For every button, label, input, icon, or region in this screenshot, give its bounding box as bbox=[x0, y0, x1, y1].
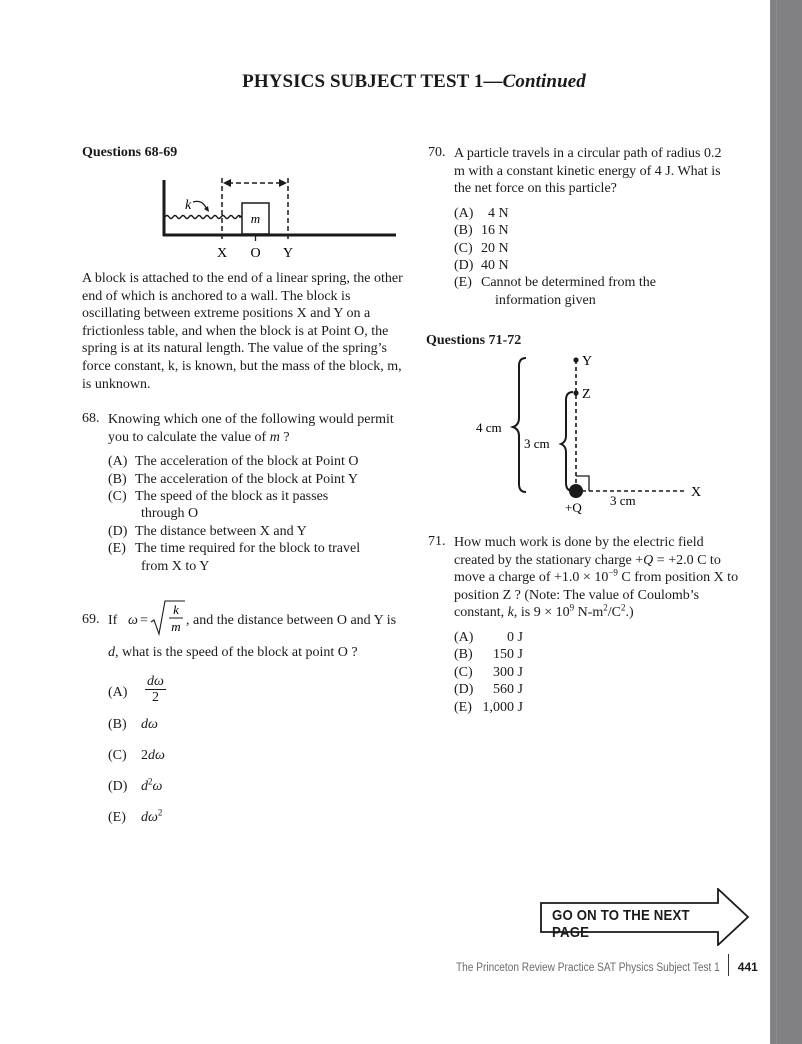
question-69 bbox=[82, 600, 412, 840]
choice-d[interactable]: (D) 560 J bbox=[454, 682, 523, 698]
spring-block-figure bbox=[160, 176, 400, 262]
question-stem: Knowing which one of the following would permit you to calculate the value of m ? bbox=[108, 412, 394, 445]
choice-b[interactable]: (B) dω bbox=[108, 716, 158, 732]
distance-4cm: 4 cm bbox=[476, 420, 502, 435]
block-mass-label: m bbox=[250, 211, 261, 226]
question-70 bbox=[428, 145, 728, 309]
choice-e[interactable]: (E) $d\omega^2$ bbox=[108, 806, 163, 825]
choice-c[interactable]: (C) 20 N bbox=[454, 240, 509, 256]
footer-book-title: The Princeton Review Practice SAT Physics Subject Test 1 bbox=[455, 962, 720, 975]
question-number: 68. bbox=[82, 411, 100, 426]
choice-a[interactable]: (A) The acceleration of the block at Point O bbox=[108, 454, 359, 470]
question-number: 71. bbox=[428, 534, 446, 549]
page-title: PHYSICS SUBJECT TEST 1—Continued bbox=[242, 71, 586, 92]
square-root-formula bbox=[150, 600, 186, 636]
choice-a[interactable]: (A) 0 J bbox=[454, 629, 523, 645]
answer-choices bbox=[82, 674, 412, 840]
group-heading-68-69: Questions 68-69 bbox=[82, 145, 178, 160]
page-edge-tab bbox=[770, 0, 802, 1044]
point-charge-figure bbox=[472, 352, 712, 520]
answer-choices bbox=[428, 205, 728, 309]
question-stem-line-2: d, what is the speed of the block at point O ? bbox=[108, 645, 358, 660]
choice-b[interactable]: (B) 16 N bbox=[454, 223, 509, 239]
passage-68-69: A block is attached to the end of a linear spring, the other end of which is anchored to a wall. The block is oscillating between extreme positions X and Y on a frictionless table, and when the block is at Point O, the spring is at its natural length. The value of the spring’s force constant, k, is known, but the mass of the block, m, is unknown. bbox=[82, 271, 403, 392]
distance-3cm-vertical: 3 cm bbox=[524, 436, 550, 451]
group-heading-71-72: Questions 71-72 bbox=[426, 333, 522, 348]
choice-b[interactable]: (B) 150 J bbox=[454, 647, 523, 663]
choice-e[interactable]: (E) The time required for the block to travel from X to Y bbox=[108, 541, 361, 574]
position-y-label: Y bbox=[282, 246, 294, 261]
question-71 bbox=[428, 534, 748, 716]
choice-d[interactable]: (D) 40 N bbox=[454, 258, 509, 273]
question-number: 70. bbox=[428, 145, 446, 160]
answer-choices bbox=[82, 453, 402, 575]
choice-a[interactable]: (A) 4 N bbox=[454, 205, 509, 221]
spring-constant-label: k bbox=[185, 198, 192, 213]
question-number: 69. bbox=[82, 612, 100, 627]
choice-d[interactable]: (D) The distance between X and Y bbox=[108, 523, 307, 539]
question-stem-line-1: If ω = k m , and the distance between O and Y is bbox=[108, 602, 397, 634]
choice-a[interactable]: (A) $\frac{d\omega}{2}$ bbox=[108, 673, 164, 705]
fraction: $\frac{d\omega}{2}$ bbox=[147, 673, 164, 705]
charge-label: +Q bbox=[565, 500, 582, 515]
question-68 bbox=[82, 411, 402, 575]
choice-e[interactable]: (E) Cannot be determined from the information given bbox=[454, 275, 656, 308]
position-o-label: O bbox=[250, 246, 261, 261]
choice-c[interactable]: (C) 300 J bbox=[454, 664, 523, 680]
point-y-label: Y bbox=[582, 354, 593, 369]
point-z-label: Z bbox=[582, 387, 591, 402]
question-stem: How much work is done by the electric field created by the stationary charge +Q = +2.0 C to move a charge of $+1.0 \times 10^{-9}$ C from position X to position Z ? (Note: The value of Coulomb’s constant, k, is $9 \times 10^9$ $N-m^2/C^2$.) bbox=[454, 535, 739, 621]
choice-c[interactable]: (C) 2dω bbox=[108, 747, 165, 763]
position-x-label: X bbox=[216, 246, 228, 261]
question-stem: A particle travels in a circular path of radius 0.2 m with a constant kinetic energy of 4 J. What is the net force on this particle? bbox=[454, 146, 722, 197]
page-footer bbox=[420, 960, 758, 976]
choice-e[interactable]: (E) 1,000 J bbox=[454, 699, 523, 715]
distance-3cm-horizontal: 3 cm bbox=[610, 493, 636, 508]
choice-b[interactable]: (B) The acceleration of the block at Point Y bbox=[108, 471, 359, 487]
svg-text:m: m bbox=[171, 619, 181, 634]
choice-c[interactable]: (C) The speed of the block as it passes through O bbox=[108, 489, 329, 522]
page-number: 441 bbox=[737, 960, 758, 975]
next-page-arrow-button[interactable] bbox=[540, 888, 750, 946]
svg-text:k: k bbox=[173, 602, 179, 617]
next-page-label: GO ON TO THE NEXT PAGE bbox=[552, 907, 690, 941]
answer-choices bbox=[428, 629, 748, 716]
point-x-label: X bbox=[691, 485, 702, 500]
footer-divider bbox=[728, 954, 729, 976]
choice-d[interactable]: (D) $d^2\omega$ bbox=[108, 775, 163, 794]
